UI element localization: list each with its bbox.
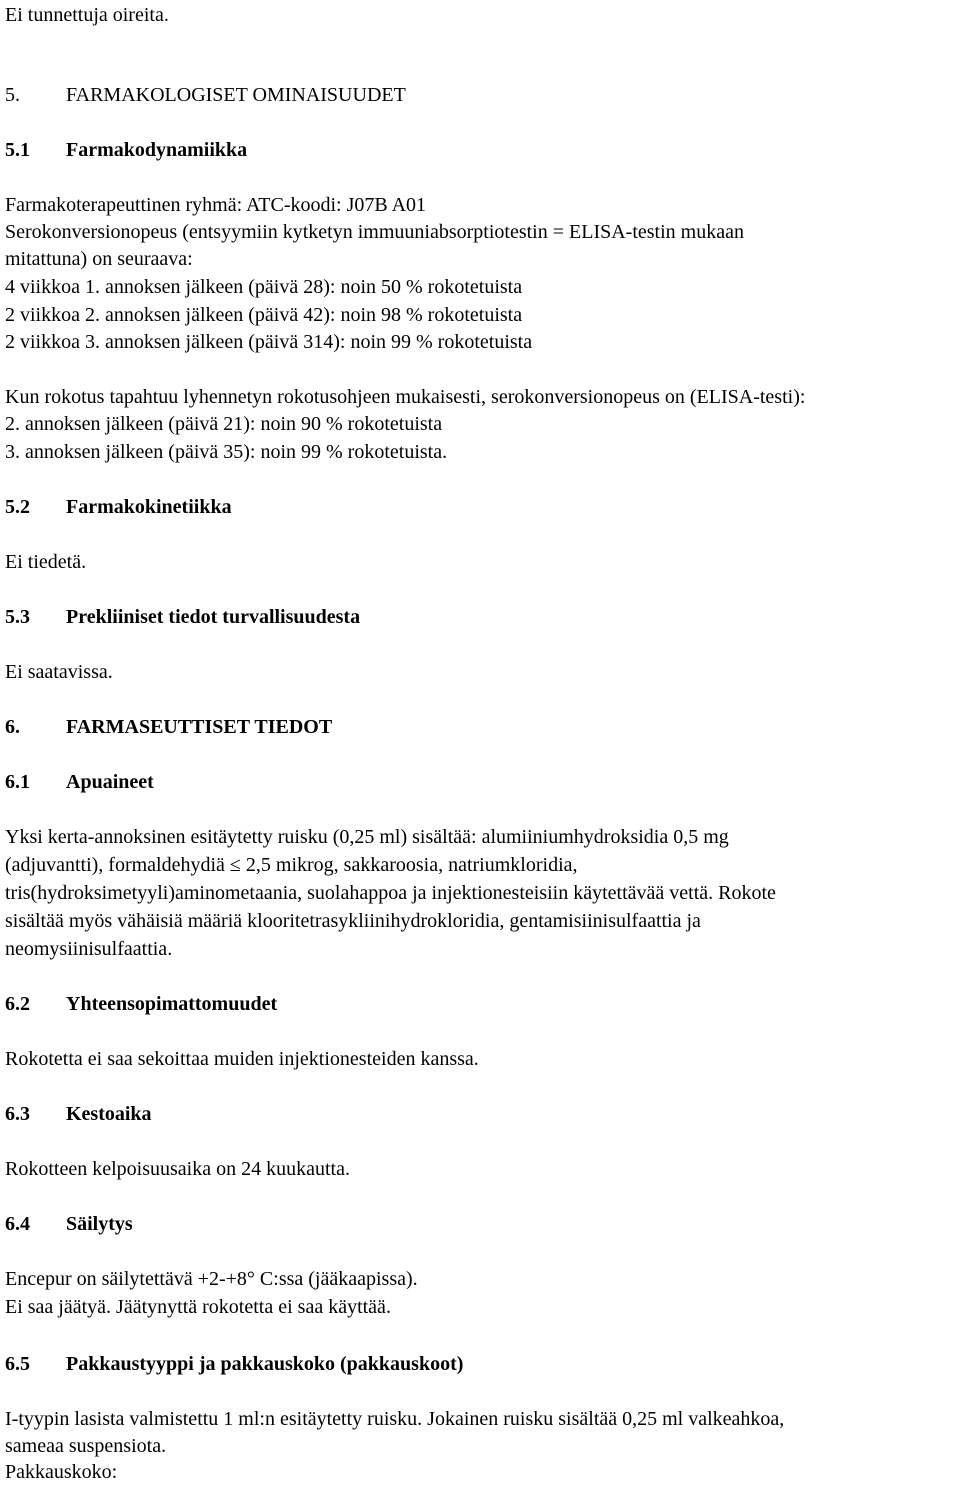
paragraph-line: Rokotetta ei saa sekoittaa muiden injektionesteiden kanssa. <box>5 1048 479 1070</box>
paragraph-line: neomysiinisulfaattia. <box>5 938 173 960</box>
section-number: 6.4 <box>5 1213 30 1235</box>
paragraph-line: Ei tiedetä. <box>5 551 87 573</box>
paragraph-line: Pakkauskoko: <box>5 1461 118 1483</box>
paragraph-line: 2 viikkoa 2. annoksen jälkeen (päivä 42): noin 98 % rokotetuista <box>5 304 523 326</box>
section-6-5-heading <box>5 1351 463 1377</box>
section-title: Prekliiniset tiedot turvallisuudesta <box>66 606 361 628</box>
paragraph-line: 2. annoksen jälkeen (päivä 21): noin 90 % rokotetuista <box>5 413 443 435</box>
section-5-heading <box>5 82 406 108</box>
paragraph-line: Ei saa jäätyä. Jäätynyttä rokotetta ei saa käyttää. <box>5 1296 391 1318</box>
section-number: 5. <box>5 84 20 106</box>
paragraph-line: I-tyypin lasista valmistettu 1 ml:n esitäytetty ruisku. Jokainen ruisku sisältää 0,25 ml valkeahkoa, <box>5 1408 785 1430</box>
paragraph-line: Rokotteen kelpoisuusaika on 24 kuukautta. <box>5 1158 350 1180</box>
section-5-3-heading <box>5 604 360 630</box>
paragraph-line: 2 viikkoa 3. annoksen jälkeen (päivä 314): noin 99 % rokotetuista <box>5 331 533 353</box>
section-6-1-heading <box>5 769 154 795</box>
paragraph-line: Yksi kerta-annoksinen esitäytetty ruisku (0,25 ml) sisältää: alumiiniumhydroksidia 0,5 mg <box>5 826 729 848</box>
section-6-3-heading <box>5 1101 152 1127</box>
paragraph-line: Serokonversionopeus (entsyymiin kytketyn immuuniabsorptiotestin = ELISA-testin mukaan <box>5 221 744 243</box>
paragraph-line: sisältää myös vähäisiä määriä klooritetrasykliinihydrokloridia, gentamisiinisulfaattia ja <box>5 910 701 932</box>
section-title: Apuaineet <box>66 771 154 793</box>
section-6-2-heading <box>5 991 277 1017</box>
section-title: Kestoaika <box>66 1103 152 1125</box>
section-title: Farmakodynamiikka <box>66 139 248 161</box>
section-number: 6.3 <box>5 1103 30 1125</box>
paragraph-line: Ei saatavissa. <box>5 661 113 683</box>
section-title: Säilytys <box>66 1213 133 1235</box>
section-title: Pakkaustyyppi ja pakkauskoko (pakkauskoot) <box>66 1353 464 1375</box>
paragraph-line: Kun rokotus tapahtuu lyhennetyn rokotusohjeen mukaisesti, serokonversionopeus on (ELISA-testi): <box>5 386 806 408</box>
section-number: 6.2 <box>5 993 30 1015</box>
section-5-1-heading <box>5 137 247 163</box>
section-number: 5.2 <box>5 496 30 518</box>
paragraph-line: sameaa suspensiota. <box>5 1435 167 1457</box>
section-title: Yhteensopimattomuudet <box>66 993 278 1015</box>
intro-text: Ei tunnettuja oireita. <box>5 4 169 26</box>
paragraph-line: 4 viikkoa 1. annoksen jälkeen (päivä 28): noin 50 % rokotetuista <box>5 276 523 298</box>
section-6-heading <box>5 714 332 740</box>
section-5-2-heading <box>5 494 232 520</box>
section-number: 6. <box>5 716 20 738</box>
section-number: 5.3 <box>5 606 30 628</box>
section-number: 5.1 <box>5 139 30 161</box>
paragraph-line: mitattuna) on seuraava: <box>5 248 193 270</box>
paragraph-line: (adjuvantti), formaldehydiä ≤ 2,5 mikrog, sakkaroosia, natriumkloridia, <box>5 854 578 876</box>
paragraph-line: Encepur on säilytettävä +2-+8° C:ssa (jääkaapissa). <box>5 1268 418 1290</box>
section-title: FARMAKOLOGISET OMINAISUUDET <box>66 84 406 106</box>
paragraph-line: 3. annoksen jälkeen (päivä 35): noin 99 % rokotetuista. <box>5 441 448 463</box>
paragraph-line: tris(hydroksimetyyli)aminometaania, suolahappoa ja injektionesteisiin käytettävää vettä. Rokote <box>5 882 776 904</box>
section-number: 6.1 <box>5 771 30 793</box>
section-title: Farmakokinetiikka <box>66 496 232 518</box>
paragraph-line: Farmakoterapeuttinen ryhmä: ATC-koodi: J07B A01 <box>5 194 427 216</box>
section-number: 6.5 <box>5 1353 30 1375</box>
section-title: FARMASEUTTISET TIEDOT <box>66 716 333 738</box>
section-6-4-heading <box>5 1211 133 1237</box>
